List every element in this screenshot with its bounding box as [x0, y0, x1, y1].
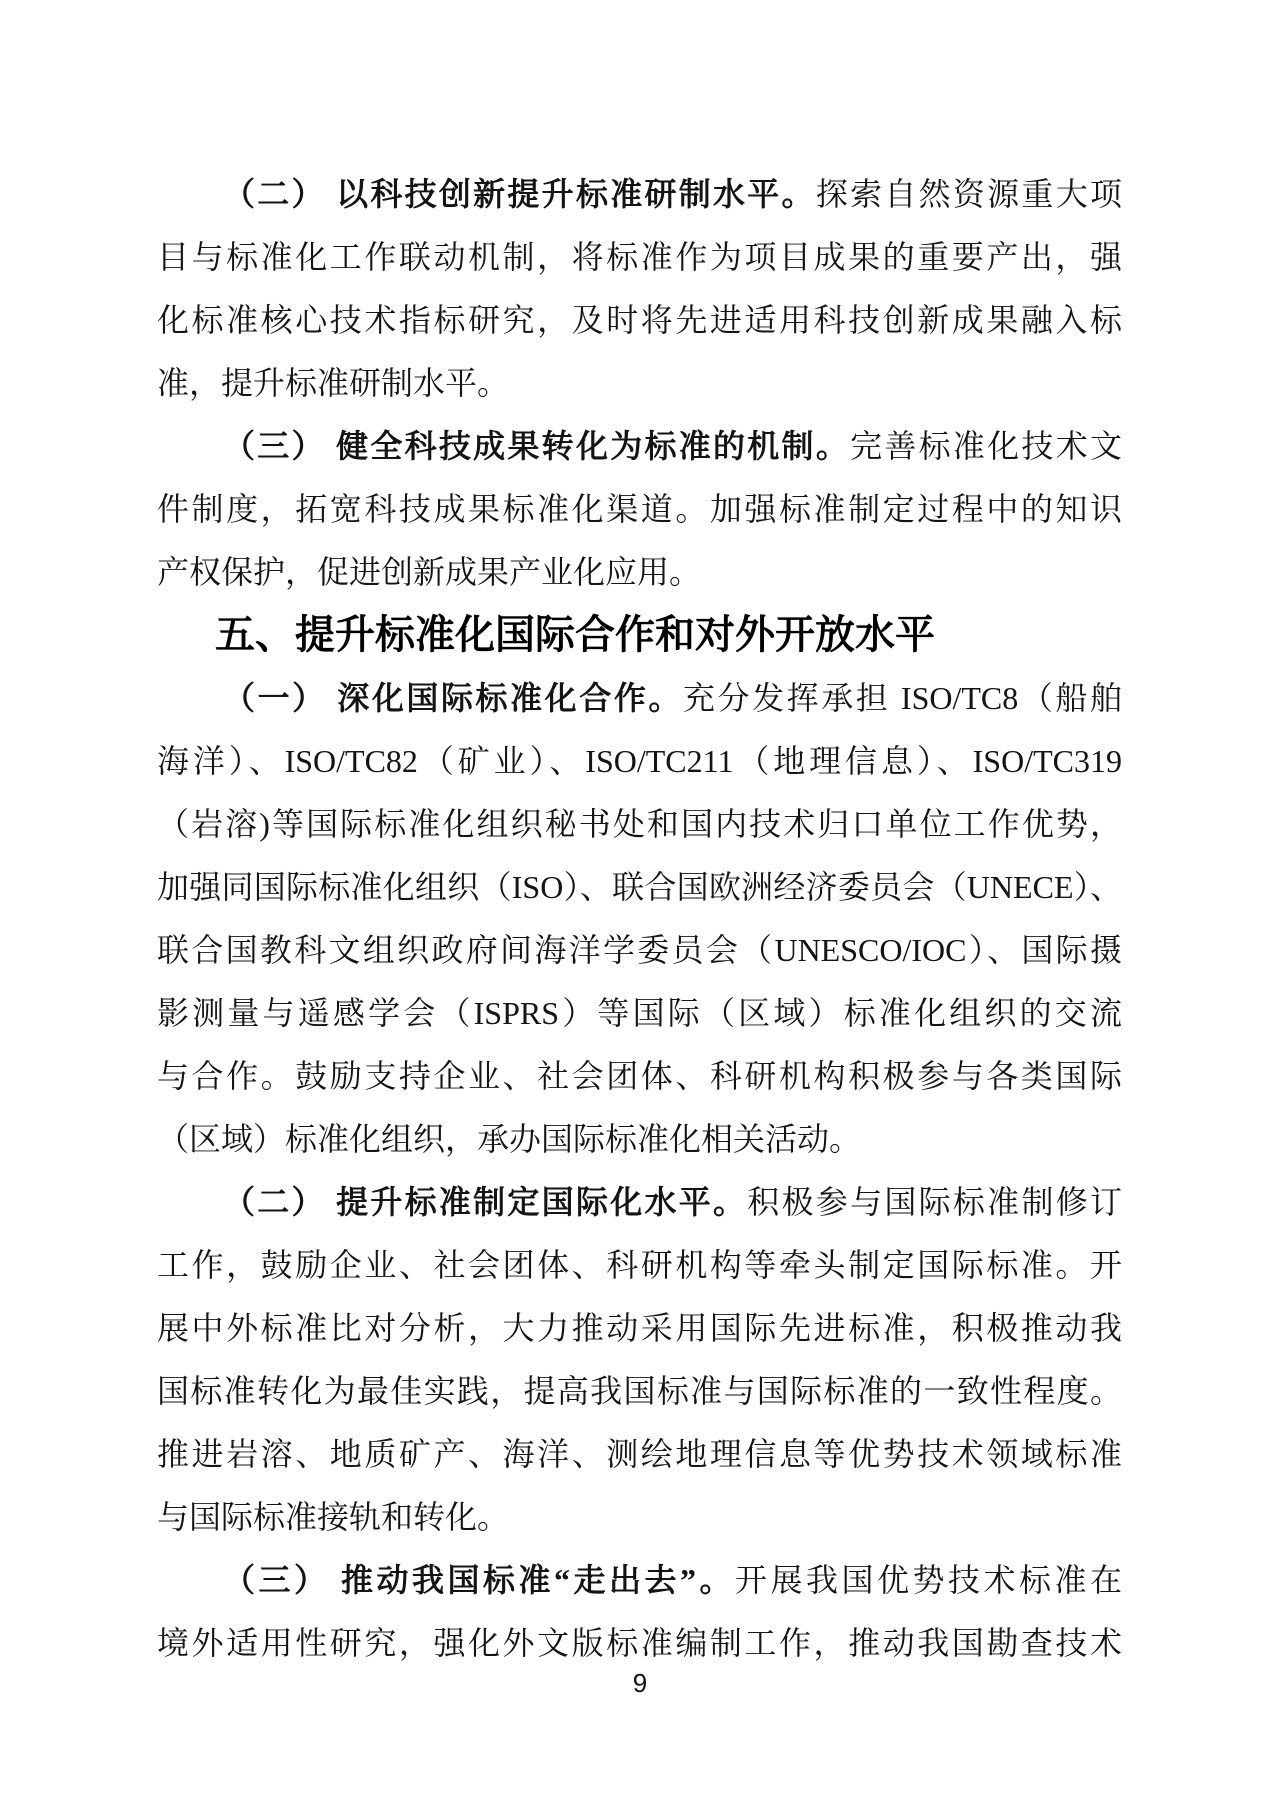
- paragraph-lead-bold: （二） 提升标准制定国际化水平。: [223, 1184, 748, 1220]
- paragraph-line: [157, 541, 1122, 604]
- paragraph-line: [157, 226, 1122, 289]
- line-text: 完善标准化技术文: [850, 428, 1122, 464]
- paragraph-line: [157, 478, 1122, 541]
- line-text: 件制度，拓宽科技成果标准化渠道。加强标准制定过程中的知识: [157, 491, 1122, 527]
- line-text: 积极参与国际标准制修订: [747, 1184, 1122, 1220]
- paragraph-line: [157, 1045, 1122, 1108]
- section-heading: [157, 604, 1122, 667]
- line-text: （岩溶)等国际标准化组织秘书处和国内技术归口单位工作优势，: [157, 806, 1122, 842]
- paragraph-line: [157, 1549, 1122, 1612]
- page-footer: [0, 1668, 1280, 1699]
- paragraph-line: [157, 352, 1122, 415]
- paragraph-line: [157, 1171, 1122, 1234]
- paragraph-line: [157, 163, 1122, 226]
- paragraph-line: [157, 856, 1122, 919]
- line-text: 产权保护，促进创新成果产业化应用。: [157, 554, 702, 590]
- paragraph-line: [157, 1486, 1122, 1549]
- line-text: 境外适用性研究，强化外文版标准编制工作，推动我国勘查技术: [157, 1625, 1122, 1661]
- paragraph-line: [157, 1423, 1122, 1486]
- page-number: 9: [632, 1668, 648, 1698]
- paragraph-line: [157, 730, 1122, 793]
- line-text: 海洋）、ISO/TC82（矿业）、ISO/TC211（地理信息）、ISO/TC319: [157, 743, 1122, 779]
- paragraph-line: [157, 919, 1122, 982]
- line-text: 准，提升标准研制水平。: [157, 365, 510, 401]
- paragraph-line: [157, 1234, 1122, 1297]
- line-text: 探索自然资源重大项: [815, 176, 1122, 212]
- line-text: 推进岩溶、地质矿产、海洋、测绘地理信息等优势技术领域标准: [157, 1436, 1122, 1472]
- paragraph-line: [157, 667, 1122, 730]
- line-text: （区域）标准化组织，承办国际标准化相关活动。: [157, 1121, 862, 1157]
- paragraph-line: [157, 982, 1122, 1045]
- paragraph-lead-bold: （二） 以科技创新提升标准研制水平。: [223, 176, 816, 212]
- paragraph-line: [157, 289, 1122, 352]
- section-heading-text: 五、提升标准化国际合作和对外开放水平: [215, 613, 935, 657]
- line-text: 开展我国优势技术标准在: [734, 1562, 1122, 1598]
- paragraph-lead-bold: （三） 健全科技成果转化为标准的机制。: [223, 428, 851, 464]
- line-text: 充分发挥承担 ISO/TC8（船舶: [682, 680, 1122, 716]
- line-text: 影测量与遥感学会（ISPRS）等国际（区域）标准化组织的交流: [157, 995, 1122, 1031]
- line-text: 目与标准化工作联动机制，将标准作为项目成果的重要产出，强: [157, 239, 1122, 275]
- line-text: 加强同国际标准化组织（ISO）、联合国欧洲经济委员会（UNECE）、: [157, 869, 1122, 905]
- line-text: 国标准转化为最佳实践，提高我国标准与国际标准的一致性程度。: [157, 1373, 1122, 1409]
- paragraph-lead-bold: （三） 推动我国标准“走出去”。: [223, 1562, 735, 1598]
- line-text: 与合作。鼓励支持企业、社会团体、科研机构积极参与各类国际: [157, 1058, 1122, 1094]
- paragraph-lead-bold: （一） 深化国际标准化合作。: [223, 680, 683, 716]
- line-text: 与国际标准接轨和转化。: [157, 1499, 510, 1535]
- line-text: 化标准核心技术指标研究，及时将先进适用科技创新成果融入标: [157, 302, 1122, 338]
- line-text: 工作，鼓励企业、社会团体、科研机构等牵头制定国际标准。开: [157, 1247, 1122, 1283]
- paragraph-line: [157, 1612, 1122, 1675]
- paragraph-line: [157, 793, 1122, 856]
- paragraph-line: [157, 1297, 1122, 1360]
- line-text: 联合国教科文组织政府间海洋学委员会（UNESCO/IOC）、国际摄: [157, 932, 1122, 968]
- paragraph-line: [157, 1108, 1122, 1171]
- paragraph-line: [157, 1360, 1122, 1423]
- line-text: 展中外标准比对分析，大力推动采用国际先进标准，积极推动我: [157, 1310, 1122, 1346]
- document-body: [157, 163, 1122, 1675]
- paragraph-line: [157, 415, 1122, 478]
